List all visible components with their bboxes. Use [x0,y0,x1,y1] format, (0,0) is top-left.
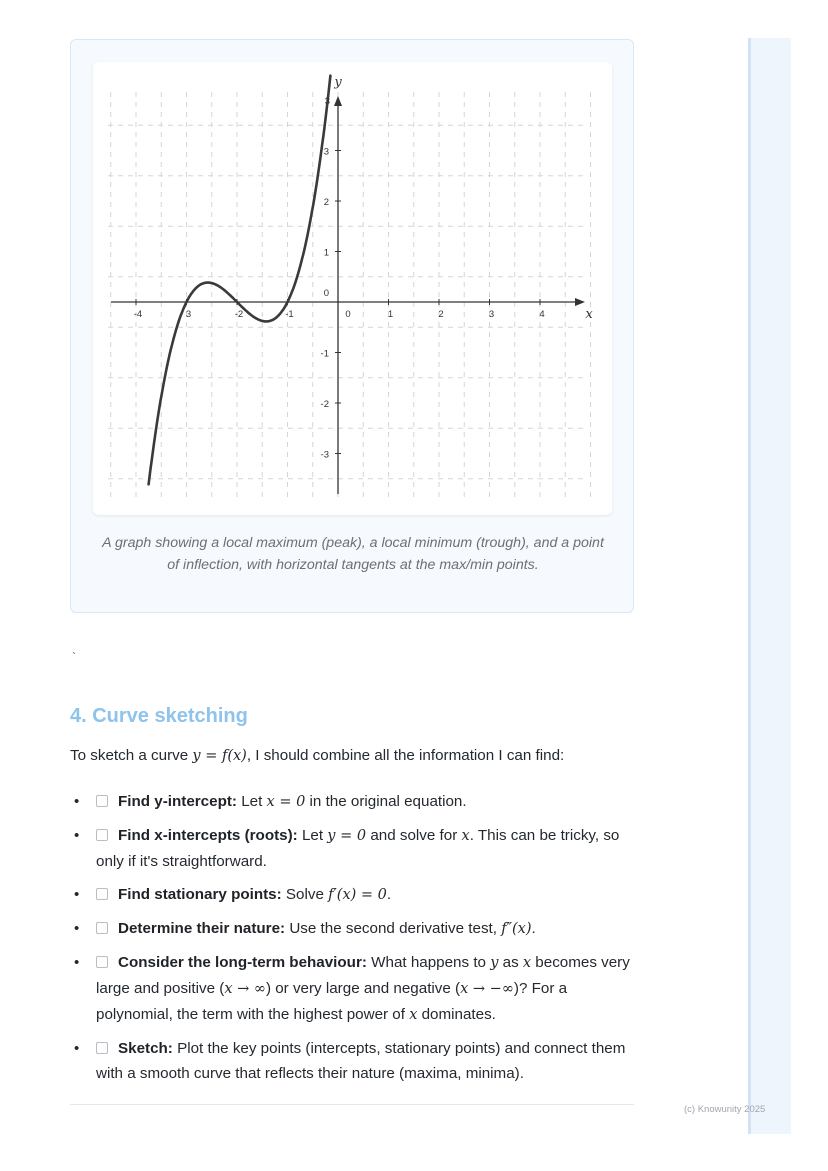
origin-label: 0 [323,288,329,299]
checklist-item-title: Sketch: [118,1040,173,1057]
stray-backtick: ` [72,650,76,664]
checklist-item [70,823,630,874]
checklist-item [70,916,630,942]
curve-sketching-checklist [70,789,630,1094]
section-heading: 4. Curve sketching [70,705,248,727]
checklist-item-title: Find x-intercepts (roots): [118,827,298,844]
checkbox[interactable] [96,829,108,841]
inline-math: y [490,955,499,971]
copyright-footer: (c) Knowunity 2025 [684,1104,766,1115]
intro-paragraph [70,747,564,764]
inline-math: x [409,1007,418,1023]
checklist-item [70,882,630,908]
inline-math: y = 0 [327,828,367,844]
checkbox[interactable] [96,888,108,900]
inline-math: x [522,955,532,971]
checkbox[interactable] [96,795,108,807]
bullet-icon: • [74,1040,80,1057]
bottom-divider [70,1104,634,1105]
x-axis-arrow [575,298,585,306]
figure-card [70,39,634,613]
bullet-icon: • [74,954,80,971]
checklist-item [70,950,630,1028]
checklist-item-text: Let [236,793,267,810]
checkbox[interactable] [96,922,108,934]
y-tick-label: -2 [320,399,329,410]
y-tick-label: 1 [323,247,329,259]
inline-math: x = 0 [266,794,306,810]
checklist-item-title: Find y-intercept: [118,793,237,810]
intro-math: y = f(x) [192,748,247,764]
checklist-item-text: Let [297,827,328,844]
cubic-graph [93,62,612,515]
x-tick-label: 2 [438,309,444,320]
checklist-item-text: )? For a polynomial, the term with the highest power of [96,980,568,1023]
graph-grid [108,92,591,502]
x-tick-label: -1 [285,309,294,320]
figure-caption: A graph showing a local maximum (peak), a local minimum (trough), and a point of inflection, with horizontal tangents at the max/min points. [102,535,604,573]
inline-math: f′(x) = 0 [328,887,387,903]
checklist-item-text: and solve for [366,827,462,844]
x-tick-label: 0 [345,309,351,320]
graph-panel [93,62,612,515]
intro-text-before: To sketch a curve [70,747,193,764]
right-sidebar [748,38,791,1134]
y-tick-label: 3 [323,146,329,158]
checklist-item-title: Determine their nature: [118,920,286,937]
y-axis-arrow [334,96,342,106]
checklist-item-text: . This can be tricky, so only if it's straightforward. [96,827,620,870]
inline-math: f″(x) [501,921,532,937]
bullet-icon: • [74,886,80,903]
x-tick-label: -2 [234,309,244,320]
bullet-icon: • [74,920,80,937]
y-tick-label: -3 [320,449,329,461]
x-tick-label: 1 [387,309,394,320]
x-tick-label: 4 [539,309,545,320]
x-tick-label: 3 [488,309,495,320]
checklist-item [70,789,630,815]
bullet-icon: • [74,793,80,810]
x-axis-label: x [585,307,593,322]
checklist-item-text: as [498,954,523,971]
intro-text-after: , I should combine all the information I can find: [246,747,565,764]
checklist-item-text: dominates. [417,1006,496,1023]
inline-math: x → −∞ [460,981,514,997]
bullet-icon: • [74,827,80,844]
checklist-item-text: Use the second derivative test, [285,920,502,937]
checklist-item-text: . [531,920,536,937]
checklist-item [70,1036,630,1086]
checklist-item-text: Solve [281,886,329,903]
checklist-item-text: ) or very large and negative ( [265,980,461,997]
checklist-item-title: Consider the long-term behaviour: [118,954,367,971]
checklist-item-text: Plot the key points (intercepts, stationary points) and connect them with a smooth curve that reflects their nature (maxima, minima). [96,1040,626,1082]
y-tick-label: -1 [320,348,329,360]
checklist-item-text: What happens to [366,954,491,971]
x-tick-label: -4 [133,309,143,320]
checklist-item-text: becomes very large and positive ( [96,954,630,997]
checkbox[interactable] [96,1042,108,1054]
y-tick-label: 2 [323,197,329,208]
graph-axes [111,96,585,494]
checklist-item-title: Find stationary points: [118,886,282,903]
checkbox[interactable] [96,956,108,968]
y-top-tick-label: 3 [324,96,330,107]
x-tick-label: 3 [185,309,192,320]
y-axis-label: y [334,75,342,90]
checklist-item-text: in the original equation. [305,793,467,810]
inline-math: x [461,828,470,844]
cubic-curve [149,76,331,485]
checklist-item-text: . [386,886,392,903]
inline-math: x → ∞ [224,981,266,997]
